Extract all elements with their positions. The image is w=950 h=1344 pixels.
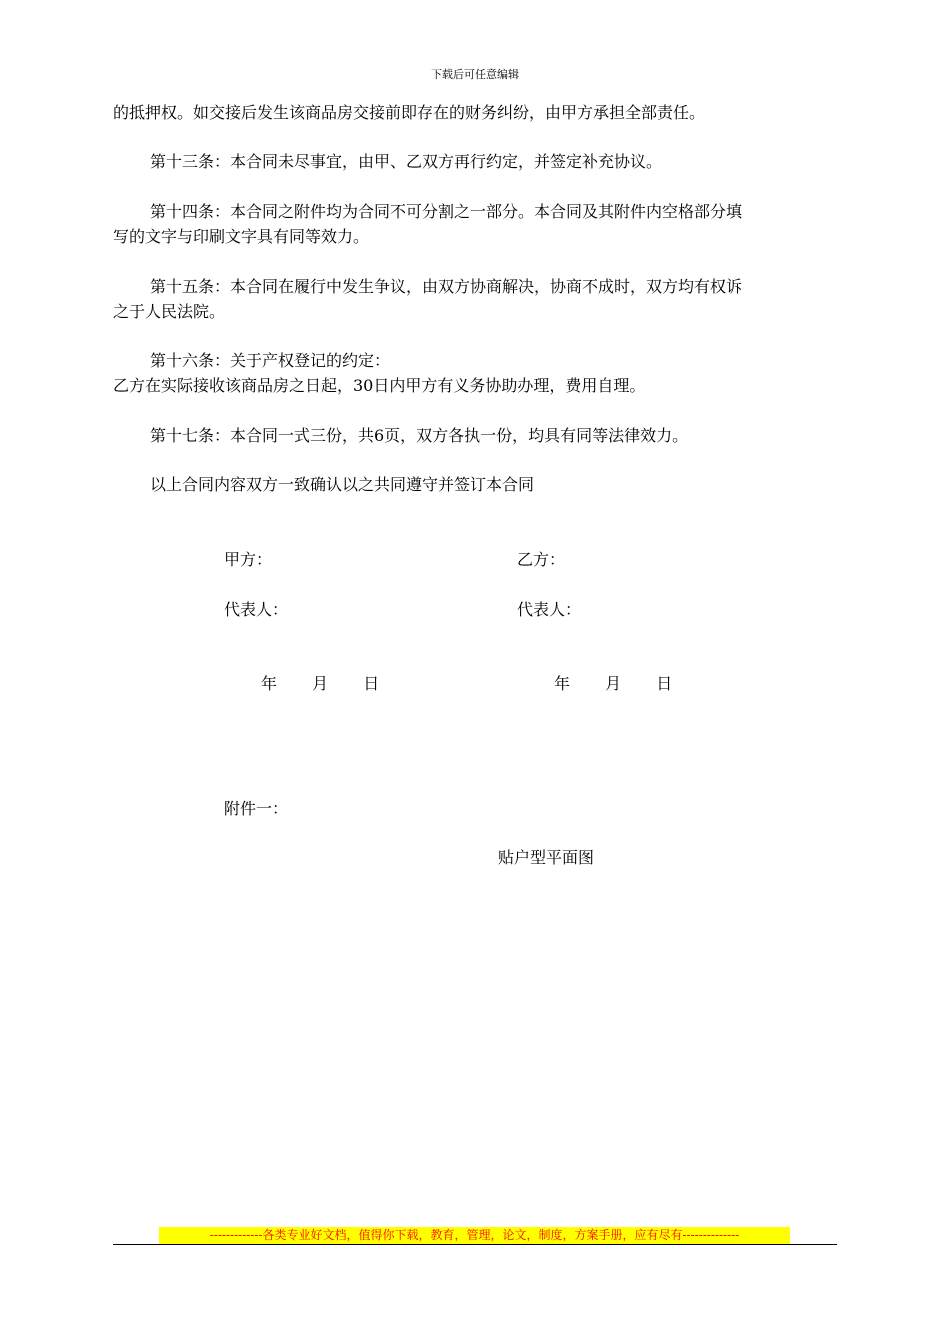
clause-17: 第十七条：本合同一式三份，共6页，双方各执一份，均具有同等法律效力。 (150, 426, 689, 445)
year-label: 年 (261, 674, 278, 693)
party-b-date (554, 673, 672, 695)
day-label: 日 (656, 674, 673, 693)
attachment-caption: 贴户型平面图 (498, 848, 595, 867)
footer-divider (113, 1244, 837, 1245)
party-a-label: 甲方： (224, 550, 273, 569)
footer-banner: -------------各类专业好文档，值得你下载，教育，管理，论文，制度，方案手册，应有尽有-------------- (159, 1227, 790, 1244)
month-label: 月 (312, 674, 329, 693)
clause-16-body: 乙方在实际接收该商品房之日起，30日内甲方有义务协助办理，费用自理。 (113, 376, 646, 395)
clause-15-line2: 之于人民法院。 (113, 302, 226, 321)
clause-13: 第十三条：本合同未尽事宜，由甲、乙双方再行约定，并签定补充协议。 (150, 152, 663, 171)
clause-15-line1: 第十五条：本合同在履行中发生争议，由双方协商解决，协商不成时，双方均有权诉 (150, 277, 743, 296)
clause-16-title: 第十六条：关于产权登记的约定： (150, 351, 391, 370)
attachment-label: 附件一： (224, 799, 289, 818)
month-label: 月 (605, 674, 622, 693)
page-header: 下载后可任意编辑 (431, 68, 519, 81)
party-b-representative-label: 代表人： (517, 600, 582, 619)
year-label: 年 (554, 674, 571, 693)
party-a-representative-label: 代表人： (224, 600, 289, 619)
clause-14-line1: 第十四条：本合同之附件均为合同不可分割之一部分。本合同及其附件内空格部分填 (150, 202, 743, 221)
paragraph-mortgage: 的抵押权。如交接后发生该商品房交接前即存在的财务纠纷，由甲方承担全部责任。 (113, 103, 706, 122)
party-b-label: 乙方： (517, 550, 566, 569)
closing-statement: 以上合同内容双方一致确认以之共同遵守并签订本合同 (150, 475, 535, 494)
clause-14-line2: 写的文字与印刷文字具有同等效力。 (113, 227, 370, 246)
party-a-date (261, 673, 379, 695)
day-label: 日 (363, 674, 380, 693)
